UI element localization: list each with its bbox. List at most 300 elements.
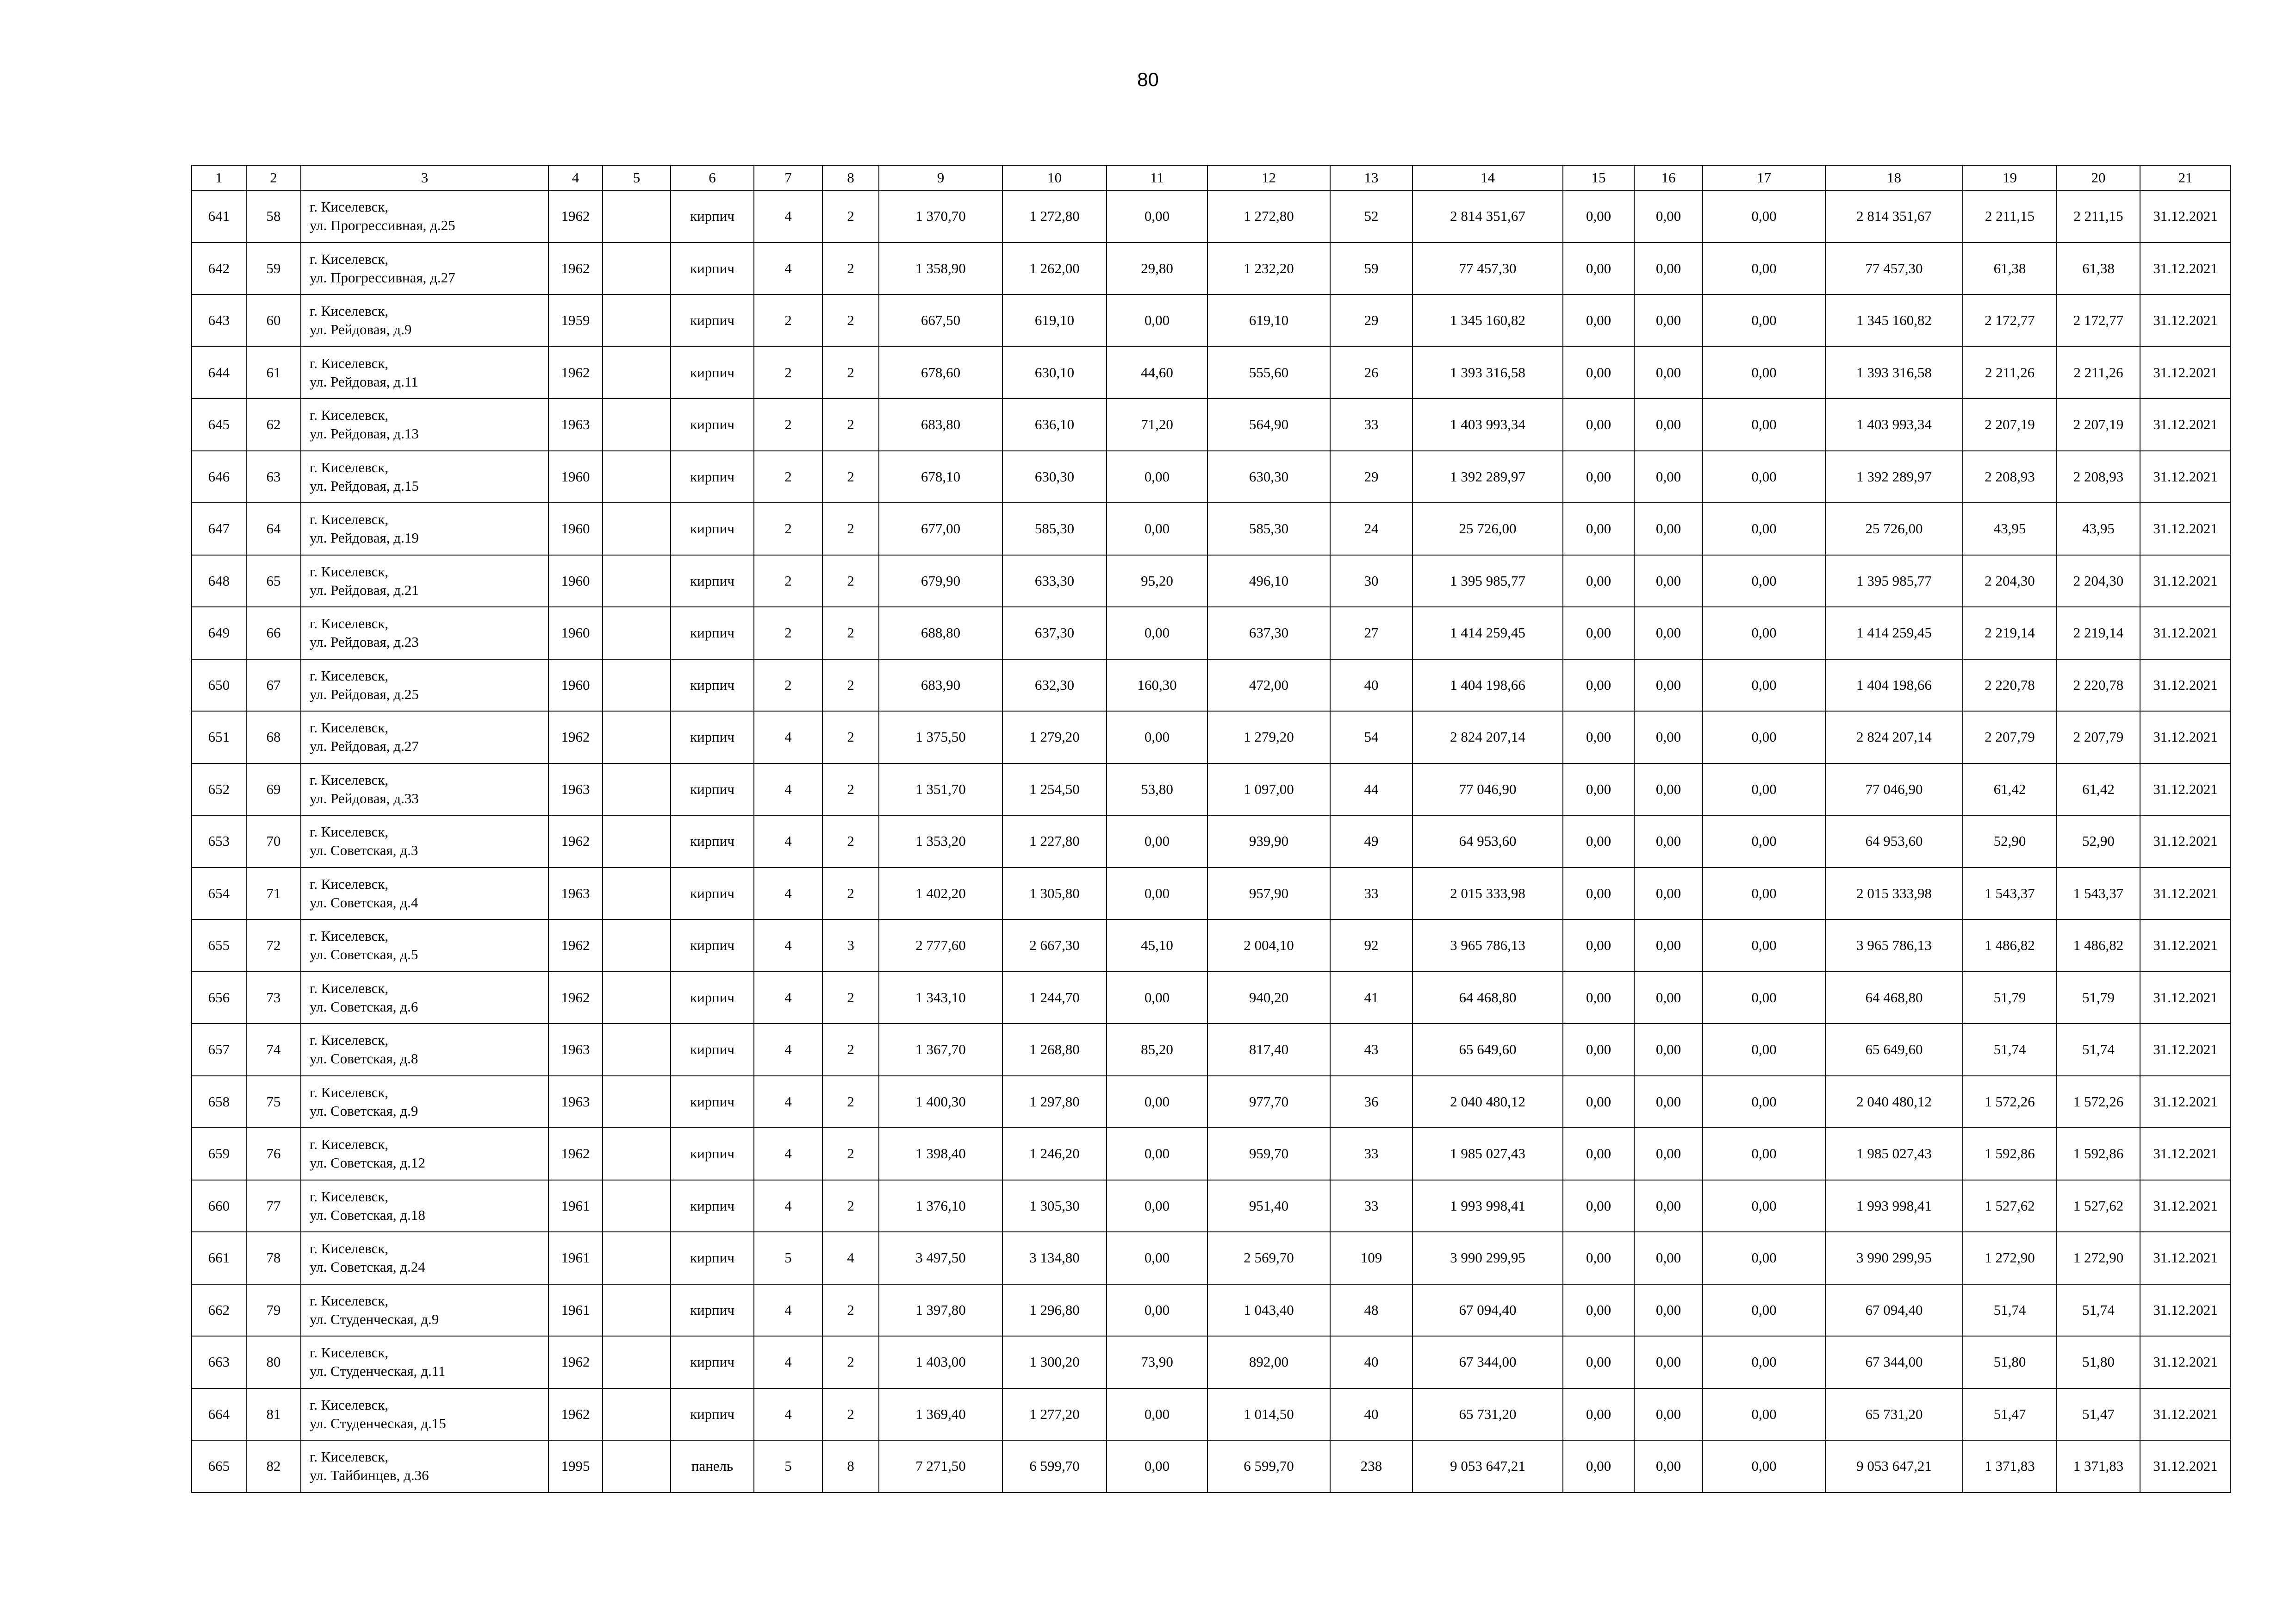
table-cell: 71 bbox=[246, 868, 301, 920]
table-cell: 653 bbox=[192, 815, 246, 868]
address-street: ул. Советская, д.6 bbox=[310, 998, 418, 1015]
table-cell: 630,30 bbox=[1207, 451, 1330, 503]
table-cell: 659 bbox=[192, 1128, 246, 1180]
table-cell: 9 053 647,21 bbox=[1412, 1440, 1563, 1493]
table-cell: 1960 bbox=[548, 555, 603, 607]
table-cell: 0,00 bbox=[1634, 1128, 1703, 1180]
table-cell: 2 207,19 bbox=[2057, 399, 2140, 451]
table-cell: 0,00 bbox=[1563, 1388, 1634, 1441]
address-city: г. Киселевск, bbox=[310, 511, 389, 528]
table-cell: 2 bbox=[822, 190, 879, 243]
table-cell bbox=[603, 763, 671, 816]
table-cell: кирпич bbox=[671, 763, 754, 816]
table-cell: 0,00 bbox=[1107, 711, 1207, 763]
table-cell: 1 254,50 bbox=[1002, 763, 1107, 816]
table-cell: 977,70 bbox=[1207, 1076, 1330, 1128]
table-cell: 1 343,10 bbox=[879, 972, 1002, 1024]
table-cell: 77 457,30 bbox=[1412, 243, 1563, 295]
table-cell: 0,00 bbox=[1563, 815, 1634, 868]
table-cell: 1961 bbox=[548, 1180, 603, 1232]
table-cell: 92 bbox=[1330, 919, 1412, 972]
table-cell: 0,00 bbox=[1563, 451, 1634, 503]
table-cell: 892,00 bbox=[1207, 1336, 1330, 1388]
address-street: ул. Рейдовая, д.33 bbox=[310, 790, 419, 806]
table-cell: 52,90 bbox=[1963, 815, 2057, 868]
address-cell bbox=[301, 451, 548, 503]
table-cell: 0,00 bbox=[1563, 972, 1634, 1024]
table-cell: 2 bbox=[754, 607, 822, 659]
table-cell: кирпич bbox=[671, 972, 754, 1024]
table-row bbox=[192, 347, 2231, 399]
table-cell: 1 345 160,82 bbox=[1412, 294, 1563, 347]
table-cell: 4 bbox=[754, 1180, 822, 1232]
column-header: 5 bbox=[603, 165, 671, 190]
table-cell: 238 bbox=[1330, 1440, 1412, 1493]
address-street: ул. Рейдовая, д.13 bbox=[310, 425, 419, 442]
table-cell: 31.12.2021 bbox=[2140, 1076, 2231, 1128]
table-cell: 2 208,93 bbox=[1963, 451, 2057, 503]
table-cell: 4 bbox=[754, 1336, 822, 1388]
table-cell: 67 bbox=[246, 659, 301, 712]
table-cell: 2 211,15 bbox=[1963, 190, 2057, 243]
table-cell: 3 965 786,13 bbox=[1825, 919, 1963, 972]
table-cell: 657 bbox=[192, 1024, 246, 1076]
table-cell: 0,00 bbox=[1703, 659, 1825, 712]
table-cell: 64 bbox=[246, 503, 301, 555]
column-header: 2 bbox=[246, 165, 301, 190]
table-cell: кирпич bbox=[671, 1024, 754, 1076]
table-cell: 8 bbox=[822, 1440, 879, 1493]
table-cell: 51,74 bbox=[2057, 1024, 2140, 1076]
address-city: г. Киселевск, bbox=[310, 980, 389, 996]
table-cell: 0,00 bbox=[1563, 294, 1634, 347]
table-cell: 0,00 bbox=[1634, 1180, 1703, 1232]
table-cell: 36 bbox=[1330, 1076, 1412, 1128]
table-cell: 1961 bbox=[548, 1232, 603, 1284]
table-cell: 75 bbox=[246, 1076, 301, 1128]
table-cell: 678,10 bbox=[879, 451, 1002, 503]
table-cell: 0,00 bbox=[1703, 1128, 1825, 1180]
table-cell: 658 bbox=[192, 1076, 246, 1128]
address-city: г. Киселевск, bbox=[310, 771, 389, 788]
table-row bbox=[192, 555, 2231, 607]
table-cell: 649 bbox=[192, 607, 246, 659]
table-cell: 51,80 bbox=[1963, 1336, 2057, 1388]
table-cell: 0,00 bbox=[1634, 294, 1703, 347]
table-cell: 51,47 bbox=[1963, 1388, 2057, 1441]
table-cell: 66 bbox=[246, 607, 301, 659]
table-cell: 0,00 bbox=[1563, 1336, 1634, 1388]
table-cell: 24 bbox=[1330, 503, 1412, 555]
table-cell: 4 bbox=[754, 711, 822, 763]
table-row bbox=[192, 763, 2231, 816]
table-cell: 1 279,20 bbox=[1207, 711, 1330, 763]
table-cell: 1962 bbox=[548, 243, 603, 295]
table-cell: 0,00 bbox=[1703, 243, 1825, 295]
table-cell: 31.12.2021 bbox=[2140, 243, 2231, 295]
table-cell bbox=[603, 1076, 671, 1128]
table-cell: 1 244,70 bbox=[1002, 972, 1107, 1024]
table-cell: 1 351,70 bbox=[879, 763, 1002, 816]
table-cell: 2 bbox=[822, 868, 879, 920]
table-cell: 31.12.2021 bbox=[2140, 451, 2231, 503]
table-cell: 2 015 333,98 bbox=[1412, 868, 1563, 920]
table-cell: 2 bbox=[822, 1128, 879, 1180]
table-cell: 2 bbox=[822, 399, 879, 451]
address-city: г. Киселевск, bbox=[310, 1344, 389, 1361]
table-cell: 4 bbox=[754, 972, 822, 1024]
table-cell: 30 bbox=[1330, 555, 1412, 607]
table-cell: 650 bbox=[192, 659, 246, 712]
address-street: ул. Рейдовая, д.25 bbox=[310, 686, 419, 702]
table-cell: кирпич bbox=[671, 1284, 754, 1337]
table-cell: 1 402,20 bbox=[879, 868, 1002, 920]
table-cell: 1 414 259,45 bbox=[1825, 607, 1963, 659]
table-cell bbox=[603, 399, 671, 451]
table-cell: 60 bbox=[246, 294, 301, 347]
column-header: 16 bbox=[1634, 165, 1703, 190]
table-cell: 63 bbox=[246, 451, 301, 503]
table-cell: 585,30 bbox=[1207, 503, 1330, 555]
address-street: ул. Советская, д.9 bbox=[310, 1102, 418, 1119]
table-cell: 2 bbox=[822, 1180, 879, 1232]
table-cell: 82 bbox=[246, 1440, 301, 1493]
table-cell: 2 bbox=[822, 294, 879, 347]
table-cell: 2 208,93 bbox=[2057, 451, 2140, 503]
table-cell: 79 bbox=[246, 1284, 301, 1337]
table-cell: 4 bbox=[754, 815, 822, 868]
table-cell: 0,00 bbox=[1563, 1232, 1634, 1284]
address-street: ул. Тайбинцев, д.36 bbox=[310, 1467, 429, 1484]
table-cell: 1 014,50 bbox=[1207, 1388, 1330, 1441]
table-cell: 59 bbox=[246, 243, 301, 295]
table-cell: 1962 bbox=[548, 347, 603, 399]
table-row bbox=[192, 1232, 2231, 1284]
table-cell: кирпич bbox=[671, 868, 754, 920]
table-cell: 817,40 bbox=[1207, 1024, 1330, 1076]
table-cell: 1 392 289,97 bbox=[1412, 451, 1563, 503]
table-cell: 109 bbox=[1330, 1232, 1412, 1284]
table-cell: 31.12.2021 bbox=[2140, 763, 2231, 816]
table-cell: 2 777,60 bbox=[879, 919, 1002, 972]
table-row bbox=[192, 190, 2231, 243]
table-cell: 0,00 bbox=[1563, 555, 1634, 607]
table-cell: 41 bbox=[1330, 972, 1412, 1024]
table-cell: кирпич bbox=[671, 815, 754, 868]
table-cell: кирпич bbox=[671, 919, 754, 972]
table-cell: 1 527,62 bbox=[1963, 1180, 2057, 1232]
table-cell: 31.12.2021 bbox=[2140, 503, 2231, 555]
table-cell bbox=[603, 972, 671, 1024]
table-cell: 77 bbox=[246, 1180, 301, 1232]
address-street: ул. Советская, д.8 bbox=[310, 1050, 418, 1067]
column-header: 8 bbox=[822, 165, 879, 190]
table-cell bbox=[603, 294, 671, 347]
table-cell: 0,00 bbox=[1107, 1232, 1207, 1284]
address-city: г. Киселевск, bbox=[310, 1136, 389, 1153]
table-cell: 51,79 bbox=[2057, 972, 2140, 1024]
address-cell bbox=[301, 1024, 548, 1076]
table-cell: 53,80 bbox=[1107, 763, 1207, 816]
table-cell: 1962 bbox=[548, 1336, 603, 1388]
table-cell: 1 345 160,82 bbox=[1825, 294, 1963, 347]
table-cell: 0,00 bbox=[1563, 659, 1634, 712]
table-cell: 1 572,26 bbox=[1963, 1076, 2057, 1128]
table-cell: 1 300,20 bbox=[1002, 1336, 1107, 1388]
table-cell: 0,00 bbox=[1107, 815, 1207, 868]
table-cell: 1963 bbox=[548, 1024, 603, 1076]
column-header: 6 bbox=[671, 165, 754, 190]
table-cell: 1 376,10 bbox=[879, 1180, 1002, 1232]
table-cell: 688,80 bbox=[879, 607, 1002, 659]
table-cell: 0,00 bbox=[1563, 607, 1634, 659]
table-cell: 52 bbox=[1330, 190, 1412, 243]
table-cell: 2 bbox=[822, 555, 879, 607]
table-cell: 1963 bbox=[548, 1076, 603, 1128]
address-city: г. Киселевск, bbox=[310, 875, 389, 892]
column-header: 14 bbox=[1412, 165, 1563, 190]
table-cell: кирпич bbox=[671, 399, 754, 451]
table-cell: 76 bbox=[246, 1128, 301, 1180]
table-cell: 29 bbox=[1330, 451, 1412, 503]
table-cell: 0,00 bbox=[1107, 190, 1207, 243]
table-cell: 0,00 bbox=[1563, 1024, 1634, 1076]
table-cell: 637,30 bbox=[1207, 607, 1330, 659]
table-cell: 64 953,60 bbox=[1825, 815, 1963, 868]
table-cell: 0,00 bbox=[1703, 1284, 1825, 1337]
table-cell: 1959 bbox=[548, 294, 603, 347]
table-row bbox=[192, 451, 2231, 503]
table-cell: 31.12.2021 bbox=[2140, 1180, 2231, 1232]
table-cell: 683,90 bbox=[879, 659, 1002, 712]
table-cell: 59 bbox=[1330, 243, 1412, 295]
table-row bbox=[192, 1076, 2231, 1128]
address-street: ул. Советская, д.24 bbox=[310, 1259, 425, 1275]
table-cell: 71,20 bbox=[1107, 399, 1207, 451]
table-cell: 2 211,26 bbox=[1963, 347, 2057, 399]
address-city: г. Киселевск, bbox=[310, 199, 389, 215]
table-cell: 2 040 480,12 bbox=[1825, 1076, 1963, 1128]
table-cell: 61,42 bbox=[2057, 763, 2140, 816]
table-cell: 4 bbox=[754, 1284, 822, 1337]
address-city: г. Киселевск, bbox=[310, 1292, 389, 1309]
table-cell: 31.12.2021 bbox=[2140, 1024, 2231, 1076]
table-cell: 4 bbox=[822, 1232, 879, 1284]
table-cell bbox=[603, 815, 671, 868]
table-cell: 0,00 bbox=[1634, 190, 1703, 243]
table-cell: 4 bbox=[754, 190, 822, 243]
table-cell: 7 271,50 bbox=[879, 1440, 1002, 1493]
table-cell: 1 272,90 bbox=[2057, 1232, 2140, 1284]
address-cell bbox=[301, 347, 548, 399]
table-row bbox=[192, 1024, 2231, 1076]
table-cell: 31.12.2021 bbox=[2140, 1440, 2231, 1493]
table-row bbox=[192, 815, 2231, 868]
table-cell: 663 bbox=[192, 1336, 246, 1388]
table-cell: 31.12.2021 bbox=[2140, 711, 2231, 763]
address-city: г. Киселевск, bbox=[310, 928, 389, 944]
table-cell: 2 814 351,67 bbox=[1825, 190, 1963, 243]
table-cell: 0,00 bbox=[1634, 347, 1703, 399]
table-cell: 2 bbox=[754, 451, 822, 503]
table-cell: 43,95 bbox=[2057, 503, 2140, 555]
table-cell: 29 bbox=[1330, 294, 1412, 347]
table-cell: 0,00 bbox=[1107, 1076, 1207, 1128]
table-cell: 40 bbox=[1330, 659, 1412, 712]
table-row bbox=[192, 294, 2231, 347]
table-cell: 1 369,40 bbox=[879, 1388, 1002, 1441]
table-row bbox=[192, 659, 2231, 712]
table-cell: 0,00 bbox=[1703, 1076, 1825, 1128]
table-cell: 2 172,77 bbox=[1963, 294, 2057, 347]
table-cell: 2 bbox=[822, 972, 879, 1024]
table-row bbox=[192, 1284, 2231, 1337]
column-header: 10 bbox=[1002, 165, 1107, 190]
table-cell: кирпич bbox=[671, 1388, 754, 1441]
table-cell: 2 824 207,14 bbox=[1412, 711, 1563, 763]
table-cell: 1 993 998,41 bbox=[1825, 1180, 1963, 1232]
table-cell: 2 207,79 bbox=[2057, 711, 2140, 763]
table-cell: 1 392 289,97 bbox=[1825, 451, 1963, 503]
table-row bbox=[192, 1180, 2231, 1232]
table-cell: 65 649,60 bbox=[1412, 1024, 1563, 1076]
table-row bbox=[192, 1336, 2231, 1388]
table-cell: 1 375,50 bbox=[879, 711, 1002, 763]
table-cell: 4 bbox=[754, 1388, 822, 1441]
table-cell: 0,00 bbox=[1107, 868, 1207, 920]
table-cell: 2 bbox=[754, 347, 822, 399]
table-cell: 1 403,00 bbox=[879, 1336, 1002, 1388]
table-cell: 9 053 647,21 bbox=[1825, 1440, 1963, 1493]
table-cell: 0,00 bbox=[1563, 243, 1634, 295]
table-cell: 0,00 bbox=[1703, 1336, 1825, 1388]
table-cell: кирпич bbox=[671, 1180, 754, 1232]
table-cell: кирпич bbox=[671, 243, 754, 295]
table-row bbox=[192, 1388, 2231, 1441]
table-cell: 1 592,86 bbox=[2057, 1128, 2140, 1180]
table-cell: 661 bbox=[192, 1232, 246, 1284]
table-cell: 51,74 bbox=[2057, 1284, 2140, 1337]
address-cell bbox=[301, 1076, 548, 1128]
table-cell: 2 824 207,14 bbox=[1825, 711, 1963, 763]
table-cell: 2 bbox=[754, 399, 822, 451]
address-city: г. Киселевск, bbox=[310, 407, 389, 424]
table-cell: 77 457,30 bbox=[1825, 243, 1963, 295]
table-cell: 678,60 bbox=[879, 347, 1002, 399]
table-cell: 636,10 bbox=[1002, 399, 1107, 451]
table-cell bbox=[603, 555, 671, 607]
table-cell: 4 bbox=[754, 868, 822, 920]
table-cell: кирпич bbox=[671, 294, 754, 347]
table-cell: 0,00 bbox=[1563, 919, 1634, 972]
table-cell: 1 404 198,66 bbox=[1412, 659, 1563, 712]
table-cell: 65 731,20 bbox=[1825, 1388, 1963, 1441]
column-header: 15 bbox=[1563, 165, 1634, 190]
table-cell: 2 211,15 bbox=[2057, 190, 2140, 243]
table-cell: 1 227,80 bbox=[1002, 815, 1107, 868]
table-cell: 33 bbox=[1330, 399, 1412, 451]
table-cell: 664 bbox=[192, 1388, 246, 1441]
address-street: ул. Рейдовая, д.21 bbox=[310, 581, 419, 598]
address-street: ул. Рейдовая, д.23 bbox=[310, 634, 419, 650]
table-cell: 51,80 bbox=[2057, 1336, 2140, 1388]
table-cell: 1 398,40 bbox=[879, 1128, 1002, 1180]
table-cell: 6 599,70 bbox=[1002, 1440, 1107, 1493]
table-cell: 2 bbox=[822, 815, 879, 868]
table-cell: 2 219,14 bbox=[1963, 607, 2057, 659]
address-city: г. Киселевск, bbox=[310, 459, 389, 475]
table-cell: 1963 bbox=[548, 399, 603, 451]
table-cell: 0,00 bbox=[1634, 659, 1703, 712]
table-cell: 0,00 bbox=[1634, 243, 1703, 295]
table-cell: 0,00 bbox=[1563, 1284, 1634, 1337]
table-cell: 68 bbox=[246, 711, 301, 763]
table-cell: 3 134,80 bbox=[1002, 1232, 1107, 1284]
table-cell: 641 bbox=[192, 190, 246, 243]
table-cell: 52,90 bbox=[2057, 815, 2140, 868]
address-street: ул. Прогрессивная, д.25 bbox=[310, 217, 455, 234]
table-cell: 0,00 bbox=[1634, 399, 1703, 451]
address-cell bbox=[301, 659, 548, 712]
table-cell: 3 990 299,95 bbox=[1825, 1232, 1963, 1284]
table-cell: 940,20 bbox=[1207, 972, 1330, 1024]
table-cell: 662 bbox=[192, 1284, 246, 1337]
table-cell: кирпич bbox=[671, 659, 754, 712]
table-cell: 31.12.2021 bbox=[2140, 190, 2231, 243]
address-street: ул. Студенческая, д.11 bbox=[310, 1363, 446, 1380]
table-cell: 2 bbox=[822, 243, 879, 295]
column-header: 9 bbox=[879, 165, 1002, 190]
column-header: 17 bbox=[1703, 165, 1825, 190]
table-cell: 51,74 bbox=[1963, 1024, 2057, 1076]
table-cell: 1 592,86 bbox=[1963, 1128, 2057, 1180]
table-cell bbox=[603, 190, 671, 243]
table-cell: кирпич bbox=[671, 555, 754, 607]
table-cell: 0,00 bbox=[1634, 1284, 1703, 1337]
column-header: 13 bbox=[1330, 165, 1412, 190]
table-cell: 1 527,62 bbox=[2057, 1180, 2140, 1232]
table-cell: 40 bbox=[1330, 1388, 1412, 1441]
address-street: ул. Советская, д.18 bbox=[310, 1206, 425, 1223]
table-cell: 2 211,26 bbox=[2057, 347, 2140, 399]
table-cell: 78 bbox=[246, 1232, 301, 1284]
table-cell: 0,00 bbox=[1563, 1180, 1634, 1232]
table-cell: 2 bbox=[822, 763, 879, 816]
table-cell: 2 bbox=[822, 1284, 879, 1337]
table-cell: 1 246,20 bbox=[1002, 1128, 1107, 1180]
table-cell: 1 358,90 bbox=[879, 243, 1002, 295]
table-cell: 40 bbox=[1330, 1336, 1412, 1388]
table-cell: 74 bbox=[246, 1024, 301, 1076]
table-cell bbox=[603, 1336, 671, 1388]
table-cell: 65 731,20 bbox=[1412, 1388, 1563, 1441]
table-cell: 0,00 bbox=[1634, 1232, 1703, 1284]
table-cell: 0,00 bbox=[1634, 451, 1703, 503]
address-street: ул. Рейдовая, д.15 bbox=[310, 477, 419, 494]
table-cell: 43,95 bbox=[1963, 503, 2057, 555]
table-cell: 31.12.2021 bbox=[2140, 1336, 2231, 1388]
table-cell: 81 bbox=[246, 1388, 301, 1441]
table-cell: 637,30 bbox=[1002, 607, 1107, 659]
table-row bbox=[192, 503, 2231, 555]
table-row bbox=[192, 711, 2231, 763]
table-cell: 951,40 bbox=[1207, 1180, 1330, 1232]
table-cell: 45,10 bbox=[1107, 919, 1207, 972]
table-cell: 27 bbox=[1330, 607, 1412, 659]
table-cell: 2 667,30 bbox=[1002, 919, 1107, 972]
table-cell: 643 bbox=[192, 294, 246, 347]
table-cell: 0,00 bbox=[1634, 503, 1703, 555]
